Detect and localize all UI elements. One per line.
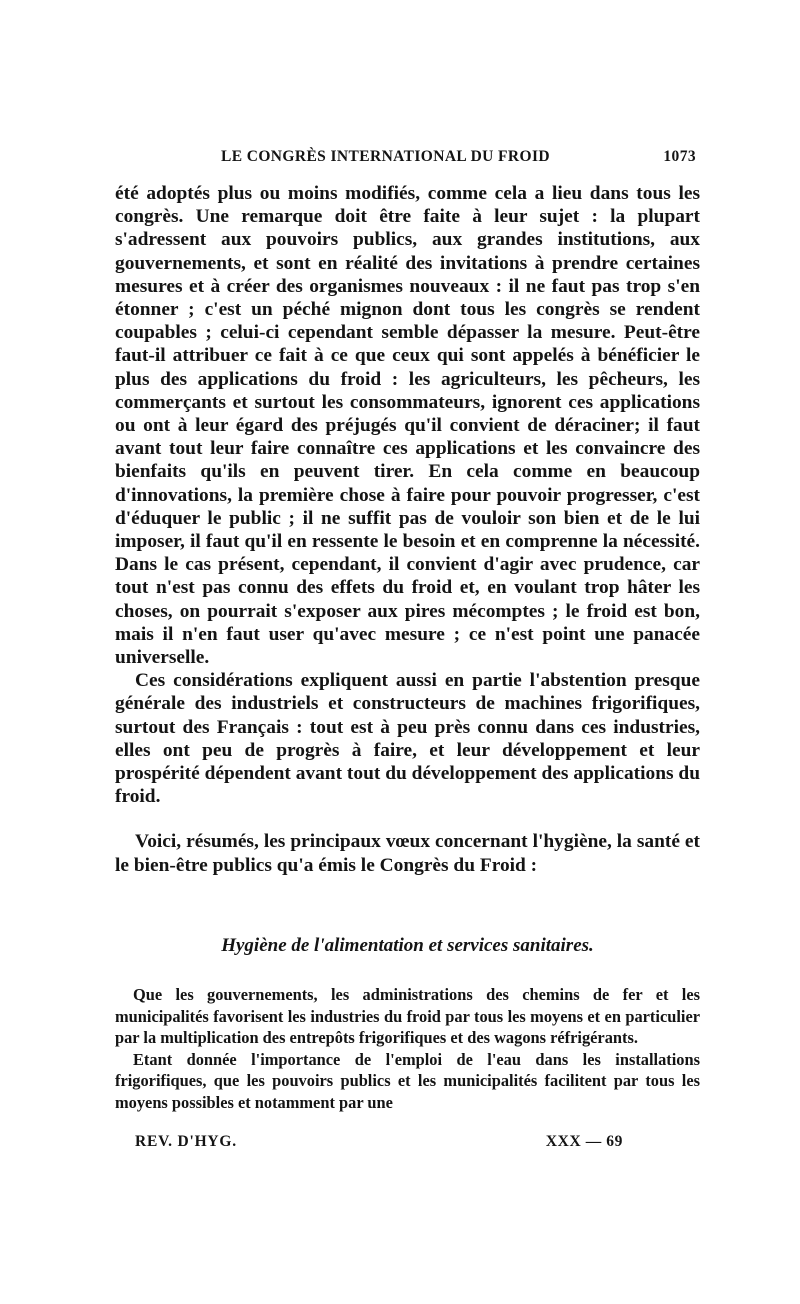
signature-mark: XXX — 69 [545,1133,623,1150]
voeu-paragraph: Que les gouvernements, les administrations des chemins de fer et les municipalités favorisent les industries du froid par tous les moyens et en particulier par la multiplication des entrepôts frigorifiques et des wagons réfrigérants. [115,985,700,1048]
running-head [115,148,700,170]
paragraph-continuation: été adoptés plus ou moins modifiés, comme cela a lieu dans tous les congrès. Une remarque doit être faite à leur sujet : la plupart s'adressent aux pouvoirs publics, aux grandes institutions, aux gouvernements, et sont en réalité des invitations à prendre certaines mesures et à créer des organismes nouveaux : il ne faut pas trop s'en étonner ; c'est un péché mignon dont tous les congrès se rendent coupables ; celui-ci cependant semble dépasser la mesure. Peut-être faut-il attribuer ce fait à ce que ceux qui sont appelés à bénéficier le plus des applications du froid : les agriculteurs, les pêcheurs, les commerçants et surtout les consommateurs, ignorent ces applications ou ont à leur égard des préjugés qu'il convient de déraciner; il faut avant tout leur faire connaître ces applications et les convaincre des bienfaits qu'ils en peuvent tirer. En cela comme en beaucoup d'innovations, la première chose à faire pour pouvoir progresser, c'est d'éduquer le public ; il ne suffit pas de vouloir son bien et de le lui imposer, il faut qu'il en ressente le besoin et en comprenne la nécessité. Dans le cas présent, cependant, il convient d'agir avec prudence, car tout n'est pas connu des effets du froid et, en voulant trop hâter les choses, on pourrait s'exposer aux pires mécomptes ; le froid est bon, mais il n'en faut user qu'avec mesure ; ce n'est point une panacée universelle. [115,183,700,669]
page-footer [135,1133,635,1155]
journal-abbreviation: REV. D'HYG. [135,1133,237,1150]
voeu-paragraph: Etant donnée l'importance de l'emploi de l'eau dans les installations frigorifiques, que les pouvoirs publics et les municipalités facilitent par tous les moyens possibles et notamment par une [115,1049,700,1112]
paragraph-considerations: Ces considérations expliquent aussi en partie l'abstention presque générale des industriels et constructeurs de machines frigorifiques, surtout des Français : tout est à peu près connu dans ces industries, elles ont peu de progrès à faire, et leur développement et leur prospérité dépendent avant tout du développement des applications du froid. [115,670,700,808]
paragraph-voeux-intro: Voici, résumés, les principaux vœux concernant l'hygiène, la santé et le bien-être publics qu'a émis le Congrès du Froid : [115,831,700,876]
voeux-text [115,984,700,1114]
section-heading: Hygiène de l'alimentation et services sanitaires. [221,935,594,956]
main-text [115,182,700,877]
page-number: 1073 [663,148,696,165]
running-title: LE CONGRÈS INTERNATIONAL DU FROID [221,148,550,165]
